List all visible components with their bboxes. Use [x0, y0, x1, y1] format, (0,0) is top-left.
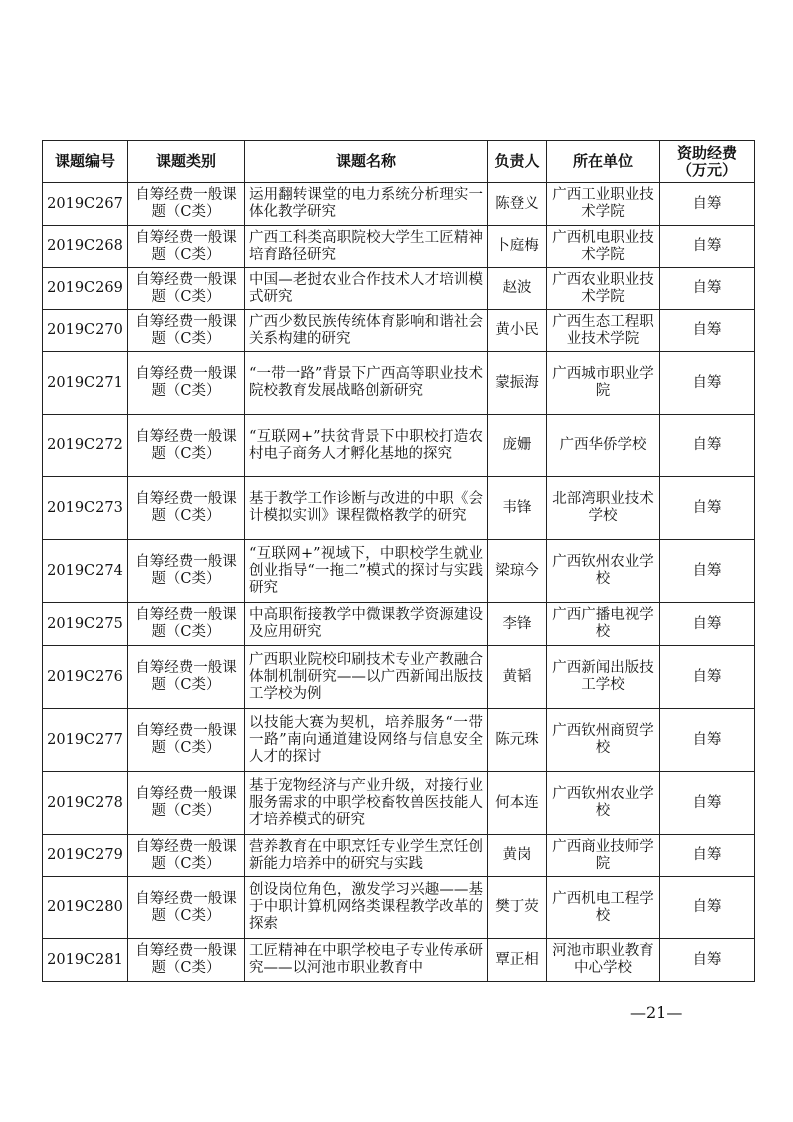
header-row: [43, 141, 755, 183]
project-category: 自筹经费一般课题（C类）: [128, 772, 245, 835]
header-leader: 负责人: [488, 141, 547, 183]
project-category: 自筹经费一般课题（C类）: [128, 877, 245, 939]
header-funding: 资助经费（万元）: [660, 141, 755, 183]
project-funding: 自筹: [660, 477, 755, 540]
table-row: [43, 477, 755, 540]
table-row: [43, 183, 755, 226]
project-funding: 自筹: [660, 226, 755, 268]
project-unit: 广西钦州商贸学校: [547, 709, 660, 772]
table-row: [43, 646, 755, 709]
project-unit: 北部湾职业技术学校: [547, 477, 660, 540]
project-category: 自筹经费一般课题（C类）: [128, 646, 245, 709]
project-category: 自筹经费一般课题（C类）: [128, 477, 245, 540]
project-funding: 自筹: [660, 646, 755, 709]
project-leader: 蒙振海: [488, 352, 547, 415]
project-name: 营养教育在中职烹饪专业学生烹饪创新能力培养中的研究与实践: [245, 835, 488, 877]
table-row: [43, 877, 755, 939]
project-code: 2019C281: [43, 939, 128, 982]
table-row: [43, 835, 755, 877]
project-category: 自筹经费一般课题（C类）: [128, 415, 245, 477]
project-category: 自筹经费一般课题（C类）: [128, 939, 245, 982]
table-row: [43, 709, 755, 772]
project-funding: 自筹: [660, 352, 755, 415]
table-row: [43, 415, 755, 477]
project-unit: 广西城市职业学院: [547, 352, 660, 415]
project-name: 基于宠物经济与产业升级，对接行业服务需求的中职学校畜牧兽医技能人才培养模式的研究: [245, 772, 488, 835]
table-body: [43, 183, 755, 982]
header-unit: 所在单位: [547, 141, 660, 183]
project-leader: 卜庭梅: [488, 226, 547, 268]
table-row: [43, 310, 755, 352]
header-category: 课题类别: [128, 141, 245, 183]
project-unit: 广西新闻出版技工学校: [547, 646, 660, 709]
project-unit: 广西华侨学校: [547, 415, 660, 477]
project-name: 创设岗位角色，激发学习兴趣——基于中职计算机网络类课程教学改革的探索: [245, 877, 488, 939]
project-funding: 自筹: [660, 540, 755, 603]
project-leader: 赵波: [488, 268, 547, 310]
project-code: 2019C267: [43, 183, 128, 226]
project-funding: 自筹: [660, 709, 755, 772]
table-row: [43, 352, 755, 415]
project-name: “一带一路”背景下广西高等职业技术院校教育发展战略创新研究: [245, 352, 488, 415]
project-unit: 广西商业技师学院: [547, 835, 660, 877]
project-code: 2019C273: [43, 477, 128, 540]
project-name: 以技能大赛为契机，培养服务“一带一路”南向通道建设网络与信息安全人才的探讨: [245, 709, 488, 772]
project-category: 自筹经费一般课题（C类）: [128, 835, 245, 877]
project-name: 运用翻转课堂的电力系统分析理实一体化教学研究: [245, 183, 488, 226]
project-name: 广西少数民族传统体育影响和谐社会关系构建的研究: [245, 310, 488, 352]
project-leader: 韦锋: [488, 477, 547, 540]
table-row: [43, 939, 755, 982]
project-unit: 广西农业职业技术学院: [547, 268, 660, 310]
project-name: 基于教学工作诊断与改进的中职《会计模拟实训》课程微格教学的研究: [245, 477, 488, 540]
project-funding: 自筹: [660, 772, 755, 835]
table-row: [43, 226, 755, 268]
project-leader: 陈登义: [488, 183, 547, 226]
project-category: 自筹经费一般课题（C类）: [128, 603, 245, 646]
table-row: [43, 268, 755, 310]
project-name: 中高职衔接教学中微课教学资源建设及应用研究: [245, 603, 488, 646]
project-leader: 梁琼今: [488, 540, 547, 603]
project-unit: 广西机电职业技术学院: [547, 226, 660, 268]
project-funding: 自筹: [660, 268, 755, 310]
project-category: 自筹经费一般课题（C类）: [128, 268, 245, 310]
project-funding: 自筹: [660, 835, 755, 877]
project-leader: 李锋: [488, 603, 547, 646]
project-code: 2019C274: [43, 540, 128, 603]
project-leader: 何本连: [488, 772, 547, 835]
project-code: 2019C271: [43, 352, 128, 415]
project-funding: 自筹: [660, 603, 755, 646]
project-category: 自筹经费一般课题（C类）: [128, 310, 245, 352]
project-funding: 自筹: [660, 310, 755, 352]
table-row: [43, 603, 755, 646]
project-code: 2019C280: [43, 877, 128, 939]
project-code: 2019C279: [43, 835, 128, 877]
project-leader: 覃正相: [488, 939, 547, 982]
project-name: 工匠精神在中职学校电子专业传承研究——以河池市职业教育中: [245, 939, 488, 982]
project-code: 2019C272: [43, 415, 128, 477]
project-category: 自筹经费一般课题（C类）: [128, 540, 245, 603]
project-name: 广西工科类高职院校大学生工匠精神培育路径研究: [245, 226, 488, 268]
project-funding: 自筹: [660, 183, 755, 226]
project-funding: 自筹: [660, 939, 755, 982]
table-row: [43, 772, 755, 835]
project-leader: 黄小民: [488, 310, 547, 352]
project-code: 2019C277: [43, 709, 128, 772]
project-unit: 广西生态工程职业技术学院: [547, 310, 660, 352]
project-code: 2019C268: [43, 226, 128, 268]
project-name: 广西职业院校印刷技术专业产教融合体制机制研究——以广西新闻出版技工学校为例: [245, 646, 488, 709]
project-leader: 黄韬: [488, 646, 547, 709]
project-leader: 庞姗: [488, 415, 547, 477]
project-code: 2019C269: [43, 268, 128, 310]
project-unit: 河池市职业教育中心学校: [547, 939, 660, 982]
project-leader: 樊丁荧: [488, 877, 547, 939]
header-code: 课题编号: [43, 141, 128, 183]
project-funding: 自筹: [660, 877, 755, 939]
project-unit: 广西工业职业技术学院: [547, 183, 660, 226]
project-table: [42, 140, 755, 982]
header-name: 课题名称: [245, 141, 488, 183]
project-unit: 广西机电工程学校: [547, 877, 660, 939]
project-category: 自筹经费一般课题（C类）: [128, 226, 245, 268]
project-name: “互联网+”扶贫背景下中职校打造农村电子商务人才孵化基地的探究: [245, 415, 488, 477]
project-code: 2019C270: [43, 310, 128, 352]
page-number: —21—: [630, 1003, 683, 1022]
project-unit: 广西钦州农业学校: [547, 772, 660, 835]
table-row: [43, 540, 755, 603]
project-category: 自筹经费一般课题（C类）: [128, 183, 245, 226]
project-unit: 广西广播电视学校: [547, 603, 660, 646]
project-name: 中国—老挝农业合作技术人才培训模式研究: [245, 268, 488, 310]
project-funding: 自筹: [660, 415, 755, 477]
project-category: 自筹经费一般课题（C类）: [128, 709, 245, 772]
project-leader: 陈元珠: [488, 709, 547, 772]
project-code: 2019C276: [43, 646, 128, 709]
project-name: “互联网+”视域下，中职校学生就业创业指导“一拖二”模式的探讨与实践研究: [245, 540, 488, 603]
project-unit: 广西钦州农业学校: [547, 540, 660, 603]
project-code: 2019C278: [43, 772, 128, 835]
project-code: 2019C275: [43, 603, 128, 646]
project-category: 自筹经费一般课题（C类）: [128, 352, 245, 415]
project-leader: 黄岗: [488, 835, 547, 877]
